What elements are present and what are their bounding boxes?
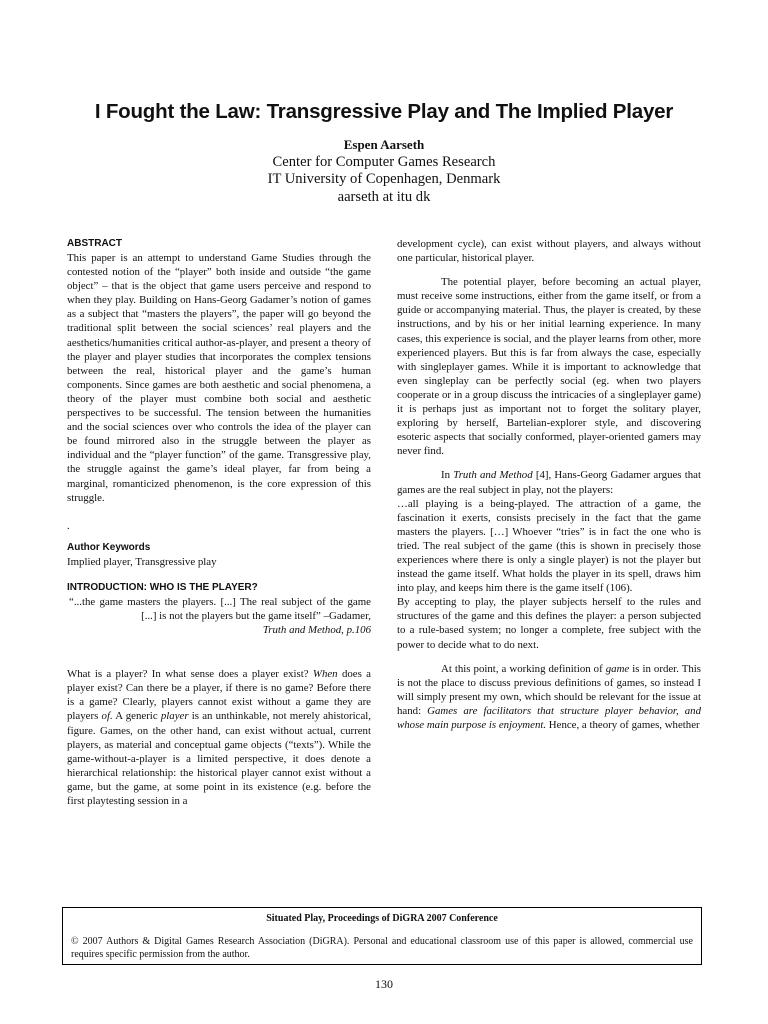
proceedings-footer-box <box>62 907 702 965</box>
right-paragraph-1: The potential player, before becoming an actual player, must receive some instructions, either from the game itself, or from a guide or accompanying material. Thus, the player is created, by these instructions, and by his or her initial learning experience. In many cases, this experience is social, and the player learns from other, more experienced players. But this is far from always the case, especially with singleplayer games. While it is important to acknowledge that even singleplay can be perfectly social (eg. when two players cooperate or in a group discuss the intricacies of a singleplayer game) it is perhaps just as important not to forget the solitary player, exploring by herself, Bartelian-explorer style, and discovering esoteric aspects that socially conformed, player-oriented gamers may never find. <box>397 276 701 458</box>
keywords-heading: Author Keywords <box>67 541 151 553</box>
right-paragraph-2: In Truth and Method [4], Hans-Georg Gadamer argues that games are the real subject in play, not the players: <box>397 469 702 496</box>
epigraph <box>69 595 371 637</box>
right-paragraph-4: At this point, a working definition of game is in order. This is not the place to discuss previous definitions of games, so instead I will simply present my own, which should be relevant for the issue at hand: Games are facilitators that structure player behavior, and whose main purpose is enjoyment. Hence, a theory of games, whether <box>397 662 701 731</box>
affiliation-line-2: IT University of Copenhagen, Denmark <box>267 171 501 187</box>
right-column <box>397 237 701 732</box>
right-paragraph-0: development cycle), can exist without players, and always without one particular, historical player. <box>397 238 701 265</box>
intro-paragraph-1: What is a player? In what sense does a player exist? When does a player exist? Can there be a player, if there is no game? Before there is a game? Clearly, players cannot exist without a game they are players of. A generic player is an unthinkable, not merely ahistorical, figure. Games, on the other hand, can exist without actual, current players, as material and conceptual game objects (“texts”). While the game-without-a-player is a limited perspective, it does denote a hierarchical relationship: the historical player cannot exist without a game, but the game, at some point in its existence (e.g. before the first playtesting session in a <box>67 668 371 807</box>
proceedings-title: Situated Play, Proceedings of DiGRA 2007 Conference <box>266 913 498 924</box>
intro-heading: INTRODUCTION: WHO IS THE PLAYER? <box>67 581 258 593</box>
epigraph-quote: “...the game masters the players. [...] The real subject of the game [...] is not the players but the game itself” –Gadamer, <box>69 595 371 622</box>
author-name: Espen Aarseth <box>343 137 425 152</box>
abstract-text: This paper is an attempt to understand Game Studies through the contested notion of the “player” both inside and outside “the game object” – that is the object that game users perceive and respond to when they play. Building on Hans-Georg Gadamer’s notion of games as a subject that “masters the players”, the paper will go beyond the traditional split between the social sciences’ real players and the aesthetics/humanities critical author-as-player, and present a theory of the player and player studies that incorporates the complex tensions between the real, historical player and the game’s human components. Since games are both aesthetic and social phenomena, a theory of the player must combine both social and aesthetic perspectives to be successful. The tension between the humanities and the social sciences over who controls the idea of the player can be found mirrored also in the struggle between the player as individual and the “player function” of the game. Transgressive play, the struggle against the game’s ideal player, far from being a marginal, romanticized phenomenon, is the core expression of this struggle. <box>67 252 371 504</box>
author-block <box>84 136 684 206</box>
right-paragraph-3: By accepting to play, the player subjects herself to the rules and structures of the game and this defines the player: a person subjected to a rule-based system; no longer a complete, free subject with the power to decide what to do next. <box>397 596 701 651</box>
stray-period: . <box>67 519 70 532</box>
copyright-notice: © 2007 Authors & Digital Games Research Association (DiGRA). Personal and educational classroom use of this paper is allowed, commercial use requires specific permission from the author. <box>71 935 693 960</box>
gadamer-blockquote: …all playing is a being-played. The attraction of a game, the fascination it exerts, consists precisely in the fact that the game masters the players. […] Whoever “tries” is in fact the one who is tried. The real subject of the game (this is shown in precisely those experiences where there is only a single player) is not the player but instead the game itself. What holds the player in its spell, draws him into play, and keeps him there is the game itself (106). <box>397 497 701 595</box>
page-number: 130 <box>375 977 393 991</box>
keywords-text: Implied player, Transgressive play <box>67 555 217 568</box>
abstract-heading: ABSTRACT <box>67 238 122 249</box>
epigraph-source: Truth and Method, p.106 <box>262 624 371 637</box>
author-email: aarseth at itu dk <box>337 188 431 205</box>
paper-title: I Fought the Law: Transgressive Play and The Implied Player <box>94 100 674 123</box>
affiliation-line-1: Center for Computer Games Research <box>272 153 496 170</box>
left-column <box>67 237 371 808</box>
